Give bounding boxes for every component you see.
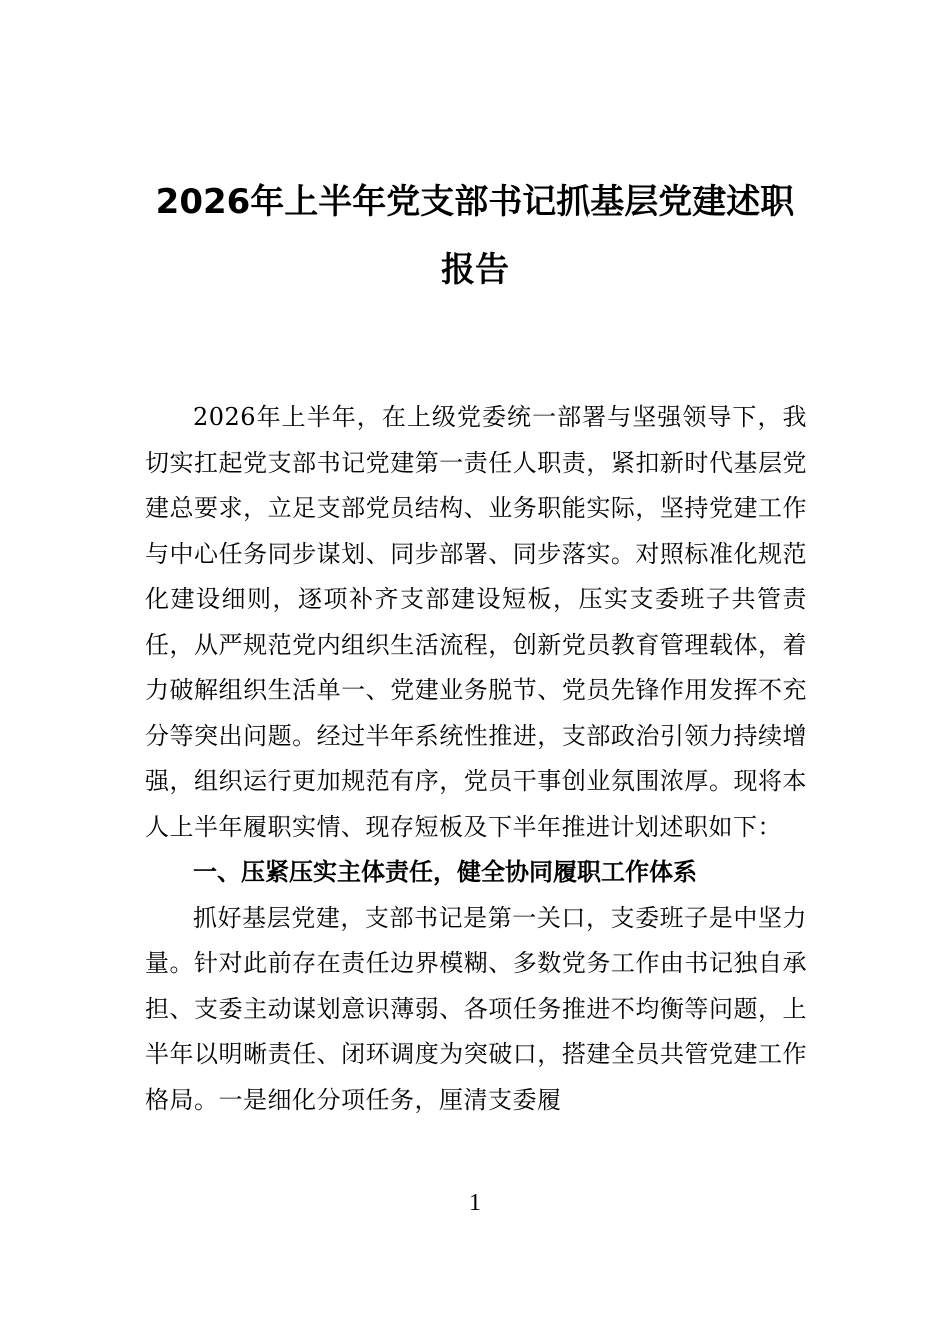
document-title: 2026年上半年党支部书记抓基层党建述职报告 <box>155 182 795 290</box>
document-body <box>145 395 807 1123</box>
page-number: 1 <box>469 1190 481 1216</box>
section-paragraph: 抓好基层党建，支部书记是第一关口，支委班子是中坚力量。针对此前存在责任边界模糊、多数党务工作由书记独自承担、支委主动谋划意识薄弱、各项任务推进不均衡等问题，上半年以明晰责任、闭环调度为突破口，搭建全员共管党建工作格局。一是细化分项任务，厘清支委履 <box>145 903 807 1114</box>
intro-paragraph: 2026年上半年，在上级党委统一部署与坚强领导下，我切实扛起党支部书记党建第一责任人职责，紧扣新时代基层党建总要求，立足支部党员结构、业务职能实际，坚持党建工作与中心任务同步谋划、同步部署、同步落实。对照标准化规范化建设细则，逐项补齐支部建设短板，压实支委班子共管责任，从严规范党内组织生活流程，创新党员教育管理载体，着力破解组织生活单一、党建业务脱节、党员先锋作用发挥不充分等突出问题。经过半年系统性推进，支部政治引领力持续增强，组织运行更加规范有序，党员干事创业氛围浓厚。现将本人上半年履职实情、现存短板及下半年推进计划述职如下： <box>145 403 807 841</box>
section-heading: 一、压紧压实主体责任，健全协同履职工作体系 <box>193 858 697 886</box>
